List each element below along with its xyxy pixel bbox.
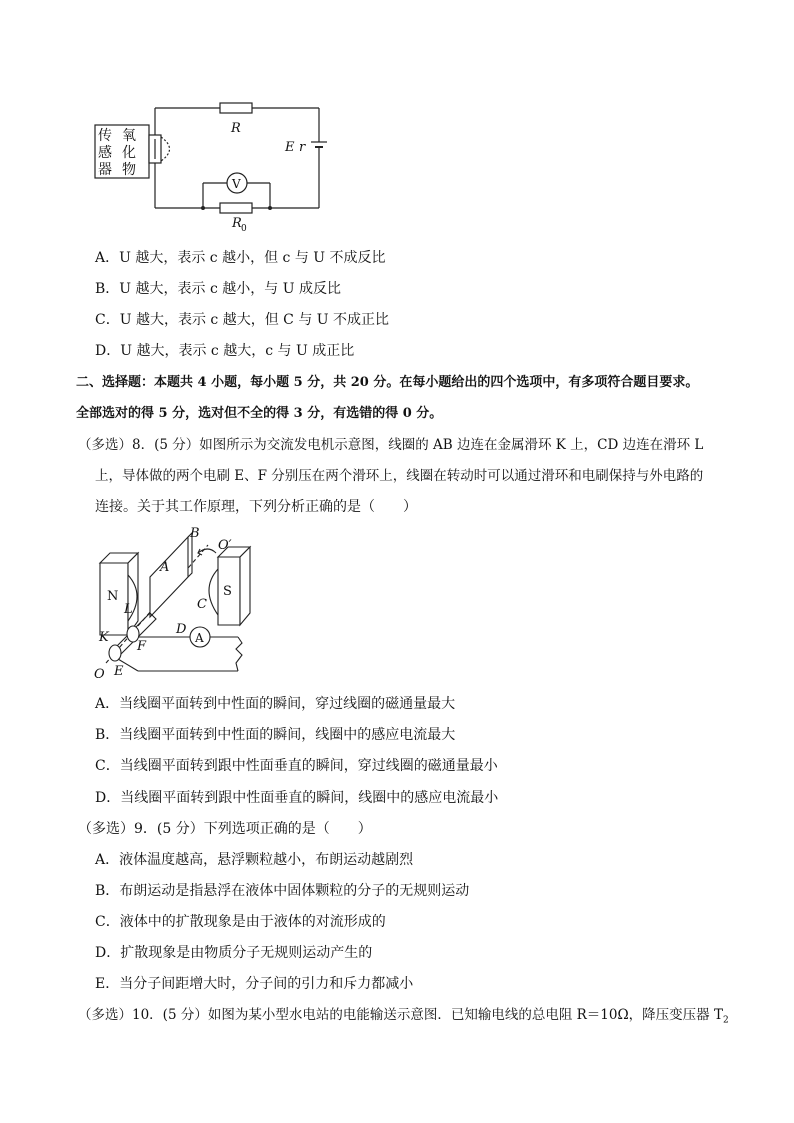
slip-ring-k (109, 645, 121, 661)
label-o: O (94, 667, 105, 682)
sensor-label-col2-3: 物 (122, 162, 136, 178)
sensor-circuit-figure (90, 95, 340, 235)
section2-heading-line2: 全部选对的得 5 分，选对但不全的得 3 分，有选错的得 0 分。 (76, 406, 443, 421)
q9-stem: （多选）9．(5 分）下列选项正确的是（ ） (78, 821, 372, 837)
sensor-label-col1-2: 感 (98, 145, 112, 161)
label-o-prime: O′ (218, 538, 232, 553)
resistor-R0 (220, 203, 252, 213)
q9-option-d: D．扩散现象是由物质分子无规则运动产生的 (95, 945, 373, 961)
q8-option-d: D．当线圈平面转到跟中性面垂直的瞬间，线圈中的感应电流最小 (95, 790, 499, 806)
q10-stem-text: （多选）10．(5 分）如图为某小型水电站的电能输送示意图．已知输电线的总电阻 R＝10Ω，降压变压器 T (78, 1007, 723, 1023)
ammeter-label: A (195, 631, 204, 645)
label-d: D (176, 622, 187, 637)
resistor-R (220, 103, 252, 113)
coil (150, 537, 188, 617)
sensor-label-col1-3: 器 (98, 162, 112, 178)
q10-stem-line1 (78, 1006, 729, 1030)
voltmeter-label: V (232, 177, 241, 191)
label-R0-sub: 0 (241, 224, 247, 234)
q7-option-d: D．U 越大，表示 c 越大，c 与 U 成正比 (95, 343, 355, 359)
q8-option-c: C．当线圈平面转到跟中性面垂直的瞬间，穿过线圈的磁通量最小 (95, 758, 498, 774)
label-c: C (197, 597, 207, 612)
sensor-label-col2-1: 氧 (122, 128, 136, 144)
q7-option-c: C．U 越大，表示 c 越大，但 C 与 U 不成正比 (95, 312, 390, 328)
label-a: A (160, 560, 170, 575)
label-n: N (107, 589, 119, 604)
q8-option-b: B．当线圈平面转到中性面的瞬间，线圈中的感应电流最大 (95, 727, 456, 743)
sensor-label-col1-1: 传 (98, 128, 112, 144)
label-E: E (285, 140, 295, 155)
q8-option-a: A．当线圈平面转到中性面的瞬间，穿过线圈的磁通量最大 (95, 696, 456, 712)
label-R0: R (232, 216, 242, 231)
q9-option-c: C．液体中的扩散现象是由于液体的对流形成的 (95, 914, 386, 930)
label-f: F (137, 639, 147, 654)
label-R: R (231, 121, 241, 136)
label-b: B (190, 526, 200, 541)
label-e: E (114, 664, 124, 679)
q8-stem-line3: 连接。关于其工作原理，下列分析正确的是（ ） (95, 499, 417, 515)
q8-stem-line1: （多选）8．(5 分）如图所示为交流发电机示意图，线圈的 AB 边连在金属滑环 K 上，CD 边连在滑环 L (78, 437, 704, 453)
label-l: L (124, 602, 133, 617)
q10-stem-sub: 2 (722, 1015, 729, 1026)
q7-option-b: B．U 越大，表示 c 越小，与 U 成反比 (95, 281, 341, 297)
generator-figure (88, 525, 258, 685)
q9-option-e: E．当分子间距增大时，分子间的引力和斥力都减小 (95, 976, 414, 992)
q9-option-a: A．液体温度越高，悬浮颗粒越小，布朗运动越剧烈 (95, 852, 414, 868)
sensor-label-col2-2: 化 (122, 145, 136, 161)
label-s: S (223, 584, 232, 599)
q9-option-b: B．布朗运动是指悬浮在液体中固体颗粒的分子的无规则运动 (95, 883, 470, 899)
section2-heading-line1: 二、选择题：本题共 4 小题，每小题 5 分，共 20 分。在每小题给出的四个选项中，有多项符合题目要求。 (76, 375, 699, 390)
label-r: r (299, 140, 306, 155)
q7-option-a: A．U 越大，表示 c 越小，但 c 与 U 不成反比 (95, 250, 386, 266)
q8-stem-line2: 上，导体做的两个电刷 E、F 分别压在两个滑环上，线圈在转动时可以通过滑环和电刷保持与外电路的 (95, 468, 704, 484)
label-k: K (99, 630, 109, 645)
